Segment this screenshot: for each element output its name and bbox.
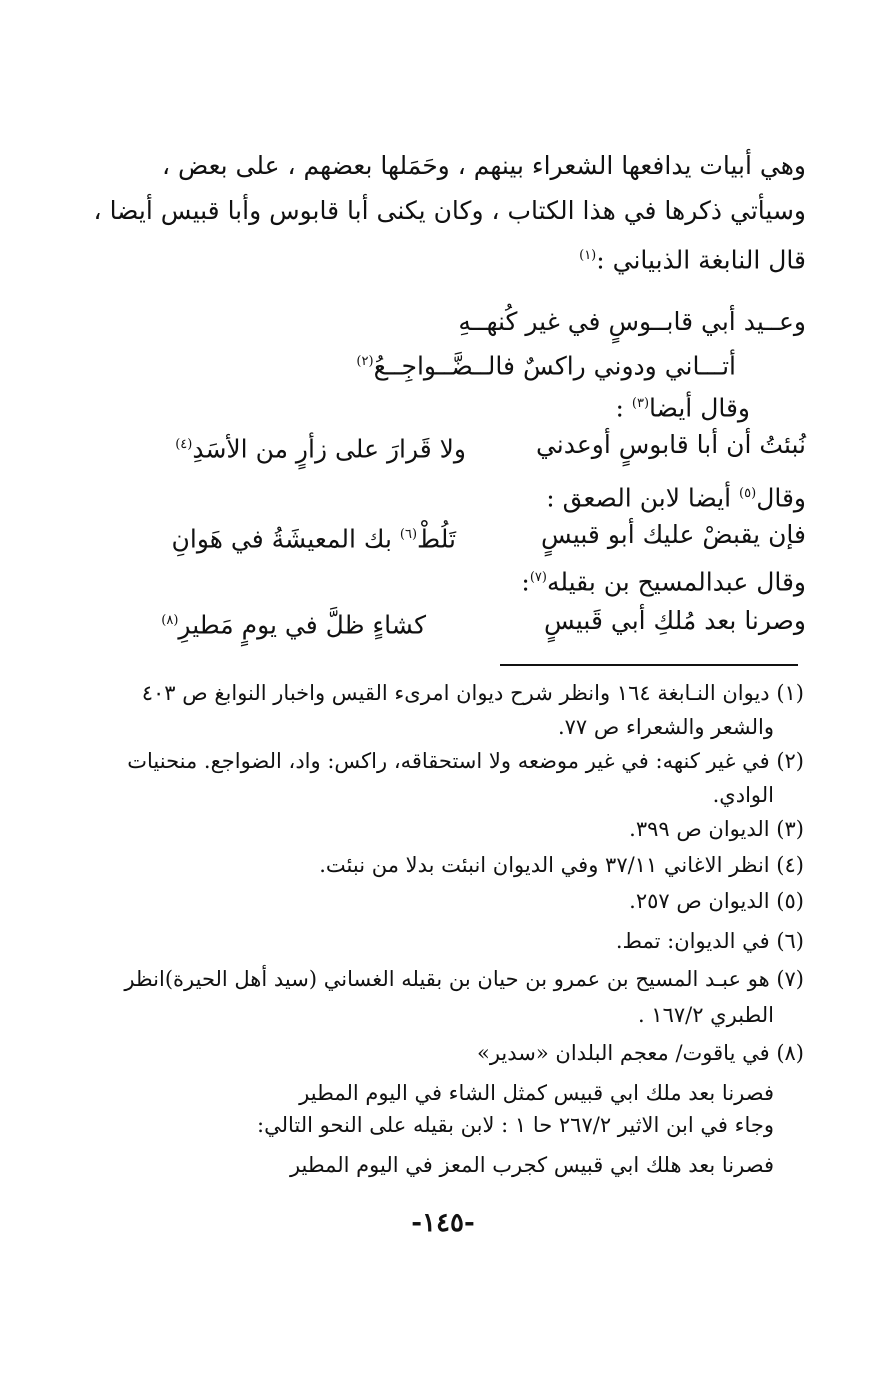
footnote-ref-6: (٦) xyxy=(399,527,418,542)
intro-2-end: : xyxy=(615,393,632,423)
footnote-ref-4: (٤) xyxy=(175,437,193,452)
footnote-2-line-2: الوادي. xyxy=(712,783,774,807)
footnote-ref-1: (١) xyxy=(579,248,597,263)
footnote-ref-2: (٢) xyxy=(356,354,374,369)
intro-line-4 xyxy=(521,562,806,598)
intro-4-text: وقال عبدالمسيح بن بقيله xyxy=(546,567,806,597)
verse-1-first-hemistich: وعــيد أبي قابــوسٍ في غير كُنهــهِ xyxy=(458,307,806,336)
footnote-6: (٦) في الديوان: تمط. xyxy=(615,929,804,953)
verse-4-second-hemistich xyxy=(161,604,426,642)
footnote-1-line-1: (١) ديوان النـابغة ١٦٤ وانظر شرح ديوان امرىء القيس واخبار النوابغ ص ٤٠٣ xyxy=(141,681,804,705)
footnote-8-verse-1: فصرنا بعد ملك ابي قبيس كمثل الشاء في اليوم المطير xyxy=(299,1081,774,1105)
verse-2-first-hemistich: نُبئتُ أن أبا قابوسٍ أوعدني xyxy=(535,430,806,459)
verse-3-first-hemistich: فإن يقبضْ عليك أبو قبيسٍ xyxy=(540,520,806,549)
footnote-2-line-1: (٢) في غير كنهه: في غير موضعه ولا استحقاقه، راكس: واد، الضواجع. منحنيات xyxy=(127,749,804,773)
footnote-ref-7: (٧) xyxy=(529,570,547,585)
paragraph-line-1: وهي أبيات يدافعها الشعراء بينهم ، وحَمَلها بعضهم ، على بعض ، xyxy=(161,151,806,180)
verse-2-second-hemistich xyxy=(175,428,466,466)
footnote-8-line-1: (٨) في ياقوت/ معجم البلدان «سدير» xyxy=(476,1041,804,1065)
verse-2-second-text: ولا قَرارَ على زأرٍ من الأسَدِ xyxy=(192,434,466,464)
footnote-5: (٥) الديوان ص ٢٥٧. xyxy=(629,889,804,913)
verse-3-second-text-b: بك المعيشَةُ في هَوانِ xyxy=(171,524,400,554)
footnote-8-verse-2: فصرنا بعد هلك ابي قبيس كجرب المعز في اليوم المطير xyxy=(289,1153,774,1177)
footnote-7-line-2: الطبري ١٦٧/٢ . xyxy=(637,1003,774,1027)
footnote-ref-3: (٣) xyxy=(631,396,650,411)
paragraph-line-3 xyxy=(579,240,806,276)
intro-line-2 xyxy=(616,388,750,424)
verse-4-second-text: كشاءٍ ظلَّ في يومٍ مَطيرِ xyxy=(178,610,426,640)
paragraph-line-2: وسيأتي ذكرها في هذا الكتاب ، وكان يكنى أبا قابوس وأبا قبيس أيضا ، xyxy=(93,196,806,225)
verse-1-second-hemistich xyxy=(356,345,736,383)
verse-4-first-hemistich: وصرنا بعد مُلكِ أبي قَبيسٍ xyxy=(544,606,806,635)
verse-3-second-hemistich xyxy=(172,518,456,556)
footnote-8-line-2: وجاء في ابن الاثير ٢٦٧/٢ حا ١ : لابن بقيله على النحو التالي: xyxy=(257,1113,774,1137)
intro-line-3 xyxy=(546,478,806,514)
footnote-3: (٣) الديوان ص ٣٩٩. xyxy=(629,817,804,841)
footnote-ref-8: (٨) xyxy=(161,613,179,628)
intro-2-text: وقال أيضا xyxy=(649,393,750,423)
footnote-1-line-2: والشعر والشعراء ص ٧٧. xyxy=(557,715,774,739)
page-number: -١٤٥- xyxy=(411,1208,475,1238)
intro-4-end: : xyxy=(521,567,530,597)
footnote-7-line-1: (٧) هو عبـد المسيح بن عمرو بن حيان بن بقيله الغساني (سيد أهل الحيرة)انظر xyxy=(124,967,804,991)
verse-1-second-text: أتـــاني ودوني راكسٌ فالــضَّــواجِــعُ xyxy=(373,351,736,381)
footnote-separator xyxy=(500,664,798,666)
paragraph-line-3-text: قال النابغة الذبياني : xyxy=(596,245,806,275)
footnote-ref-5: (٥) xyxy=(739,486,757,501)
verse-3-second-text-a: تَلُطْ xyxy=(417,524,456,554)
footnote-4: (٤) انظر الاغاني ٣٧/١١ وفي الديوان انبئت بدلا من نبئت. xyxy=(319,853,804,877)
intro-3-text-a: وقال xyxy=(756,483,806,513)
intro-3-text-b: أيضا لابن الصعق : xyxy=(546,483,740,513)
